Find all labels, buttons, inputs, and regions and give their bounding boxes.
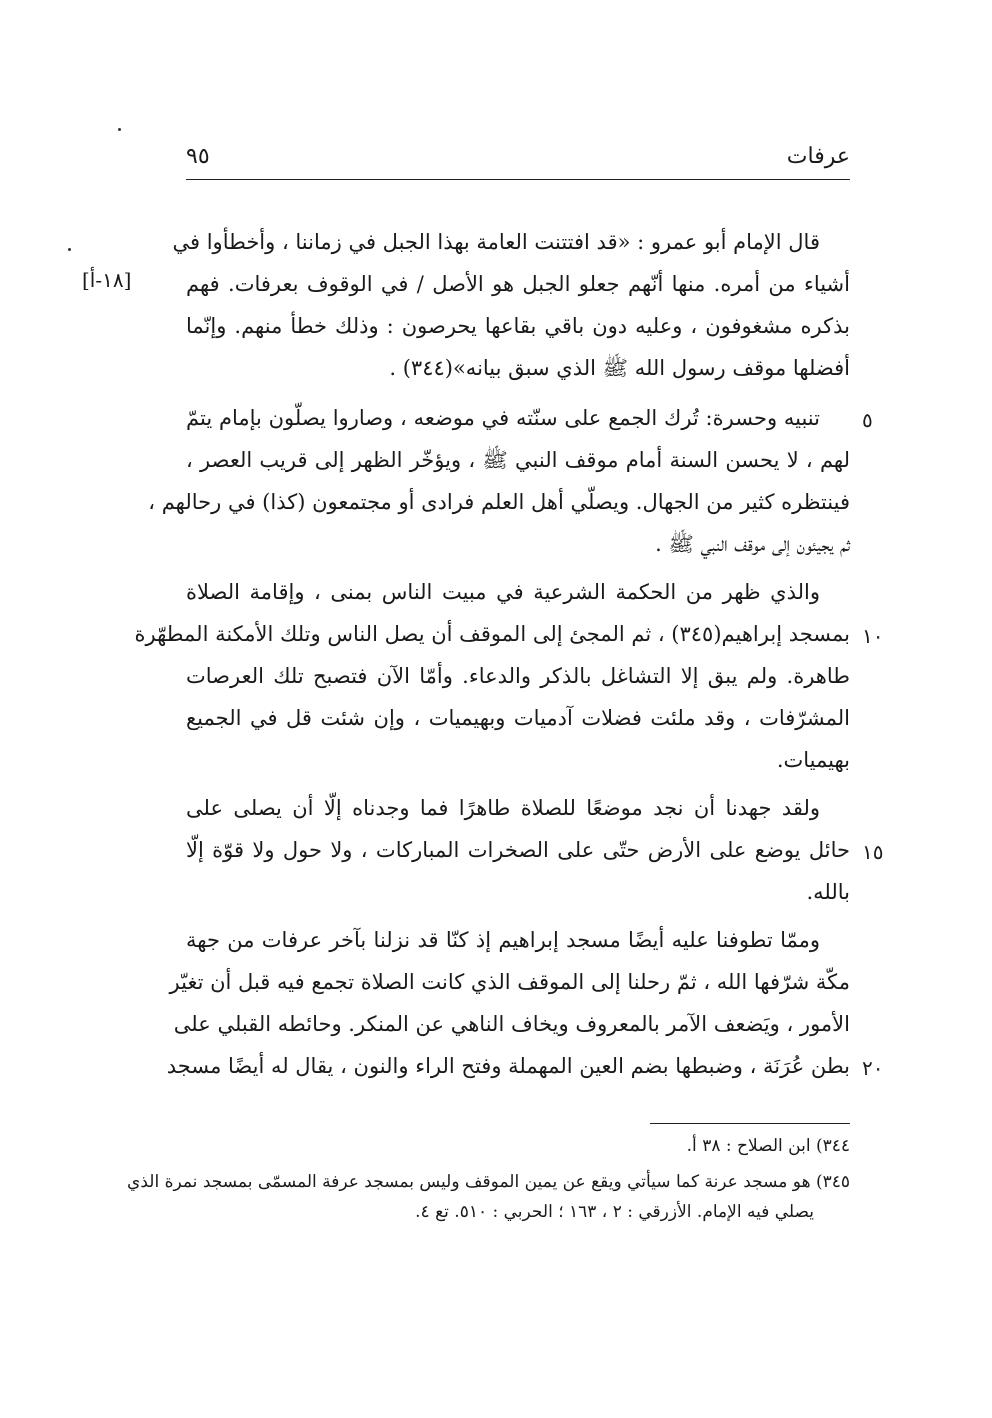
line-number: ١٠: [862, 624, 884, 648]
text-line: مكّة شرّفها الله ، ثمّ رحلنا إلى الموقف الذي كانت الصلاة تجمع فيه قبل أن تغيّر: [169, 970, 850, 994]
text-line: بهيميات.: [776, 748, 850, 772]
footnote-rule: [650, 1123, 850, 1124]
line-number: ١٥: [862, 840, 884, 864]
footnote-line: يصلي فيه الإمام. الأزرقي : ٢ ، ١٦٣ ؛ الحربي : ٥١٠. تع ٤.: [415, 1202, 814, 1222]
text-line: المشرّفات ، وقد ملئت فضلات آدميات وبهيميات ، وإن شئت قل في الجميع: [186, 706, 850, 730]
page-number: ٩٥: [186, 144, 210, 169]
text-line: بطن عُرَنَة ، وضبطها بضم العين المهملة وفتح الراء والنون ، يقال له أيضًا مسجد: [166, 1054, 850, 1078]
manuscript-folio-marker: [١٨-أ]: [82, 268, 132, 292]
text-line: بالله.: [806, 880, 850, 904]
text-line: بمسجد إبراهيم(٣٤٥) ، ثم المجئ إلى الموقف أن يصل الناس وتلك الأمكنة المطهّرة: [134, 622, 850, 646]
text-line: لهم ، لا يحسن السنة أمام موقف النبي ﷺ ، ويؤخّر الظهر إلى قريب العصر ،: [186, 448, 850, 472]
text-line: طاهرة. ولم يبق إلا التشاغل بالذكر والدعاء. وأمّا الآن فتصبح تلك العرصات: [186, 664, 850, 688]
footnote-line: ٣٤٤) ابن الصلاح : ٣٨ أ.: [686, 1136, 850, 1156]
header-rule: [186, 179, 850, 180]
text-line: بذكره مشغوفون ، وعليه دون باقي بقاعها يحرصون : وذلك خطأ منهم. وإنّما: [186, 314, 850, 338]
text-line: والذي ظهر من الحكمة الشرعية في مبيت الناس بمنى ، وإقامة الصلاة: [186, 580, 820, 604]
line-number: ٢٠: [862, 1056, 884, 1080]
running-header-title: عرفات: [786, 144, 850, 169]
scan-speck: [68, 248, 71, 251]
footnote-line: ٣٤٥) هو مسجد عرنة كما سيأتي ويقع عن يمين الموقف وليس بمسجد عرفة المسمّى بمسجد نمرة الذي: [127, 1172, 850, 1192]
text-line: حائل يوضع على الأرض حتّى على الصخرات المباركات ، ولا حول ولا قوّة إلّا: [186, 838, 850, 862]
text-line: أشياء من أمره. منها أنّهم جعلو الجبل هو الأصل / في الوقوف بعرفات. فهم: [186, 272, 850, 296]
scan-speck: [118, 128, 121, 131]
text-line: ثم يجيئون إلى موقف النبي ﷺ .: [655, 532, 850, 556]
text-line: وممّا تطوفنا عليه أيضًا مسجد إبراهيم إذ كنّا قد نزلنا بآخر عرفات من جهة: [186, 928, 820, 952]
text-line: قال الإمام أبو عمرو : «قد افتتنت العامة بهذا الجبل في زماننا ، وأخطأوا في: [172, 230, 820, 254]
text-line: فينتظره كثير من الجهال. ويصلّي أهل العلم فرادى أو مجتمعون (كذا) في رحالهم ،: [148, 490, 850, 514]
text-line: تنبيه وحسرة: تُرك الجمع على سنّته في موضعه ، وصاروا يصلّون بإمام يتمّ: [186, 406, 820, 430]
text-line: الأمور ، ويَضعف الآمر بالمعروف ويخاف الناهي عن المنكر. وحائطه القبلي على: [173, 1012, 850, 1036]
text-line: أفضلها موقف رسول الله ﷺ الذي سبق بيانه»(٣٤٤) .: [389, 356, 850, 380]
text-line: ولقد جهدنا أن نجد موضعًا للصلاة طاهرًا فما وجدناه إلّا أن يصلى على: [186, 796, 820, 820]
line-number: ٥: [862, 408, 873, 432]
